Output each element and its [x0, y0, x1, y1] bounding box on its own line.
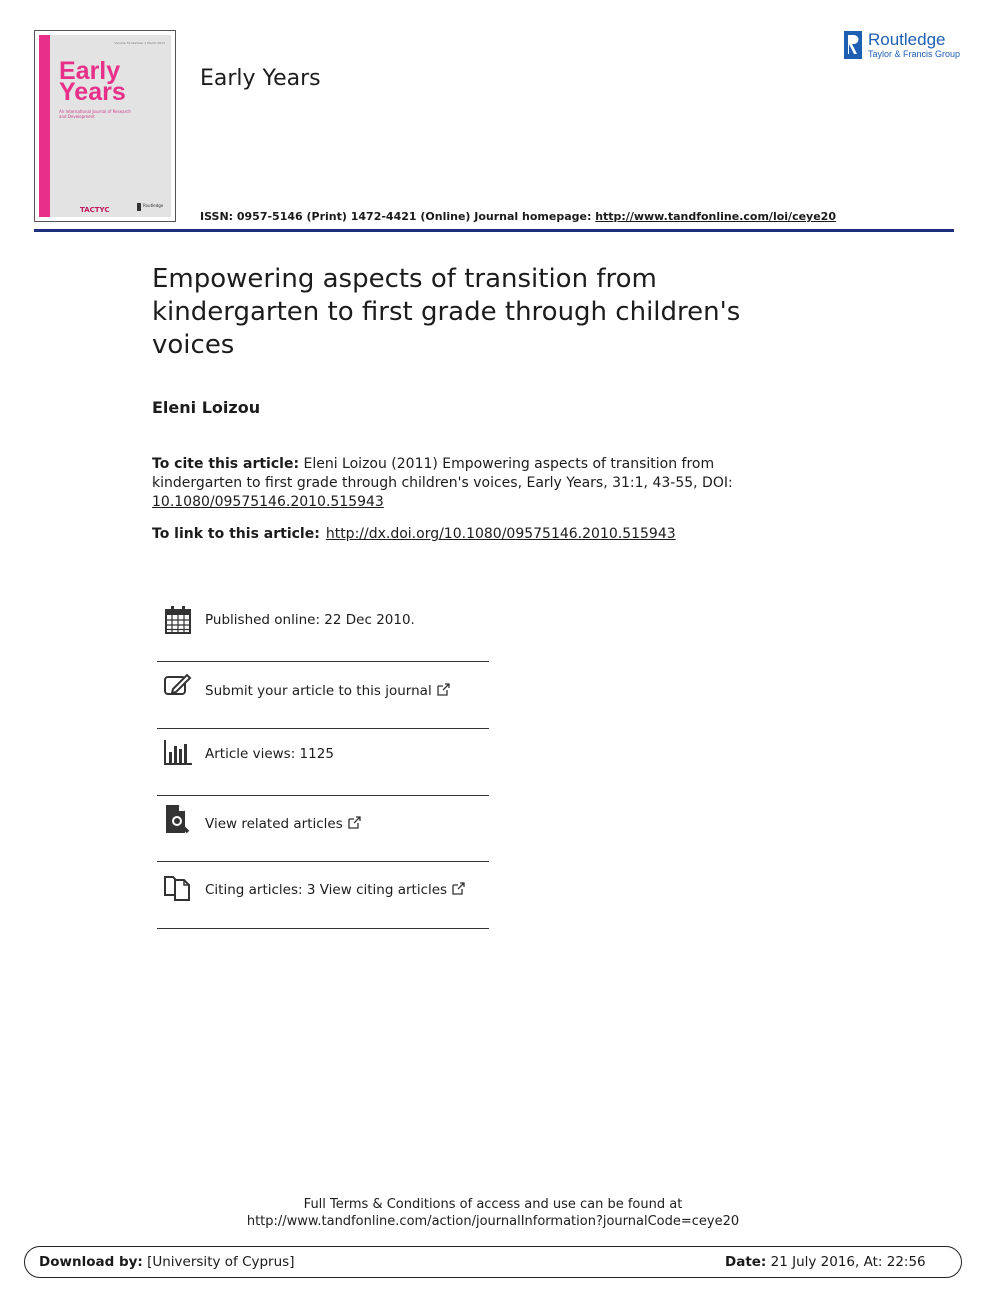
cite-doi-link[interactable]: 10.1080/09575146.2010.515943 — [152, 494, 384, 510]
routledge-logo-icon — [843, 30, 863, 60]
terms-line: Full Terms & Conditions of access and use can be found at — [303, 1197, 683, 1212]
submit-row[interactable] — [157, 671, 489, 721]
article-views: Article views: 1125 — [205, 746, 334, 762]
publisher-name: Routledge — [868, 30, 946, 49]
terms-url[interactable]: http://www.tandfonline.com/action/journalInformation?journalCode=ceye20 — [246, 1214, 740, 1229]
journal-name: Early Years — [200, 66, 321, 91]
header-rule — [34, 229, 954, 232]
divider — [157, 728, 489, 729]
cover-volume: Volume 31 Number 1 March 2011 — [114, 41, 165, 45]
article-link-block — [152, 526, 676, 542]
related-label: View related articles — [205, 816, 343, 832]
publisher-group: Taylor & Francis Group — [868, 49, 961, 59]
related-row[interactable] — [157, 803, 489, 853]
external-link-icon — [452, 882, 465, 895]
citation-block — [152, 455, 762, 512]
cite-label: To cite this article: — [152, 456, 300, 472]
download-value: [University of Cyprus] — [142, 1254, 295, 1270]
download-label: Download by: — [39, 1254, 143, 1270]
citing-link[interactable] — [205, 882, 465, 898]
documents-icon — [163, 871, 193, 901]
edit-icon — [163, 671, 193, 701]
divider — [157, 861, 489, 862]
search-document-icon — [163, 804, 193, 834]
journal-cover — [34, 30, 176, 222]
citing-label: Citing articles: 3 View citing articles — [205, 882, 448, 898]
cover-accent-bar — [39, 35, 50, 217]
citing-row[interactable] — [157, 869, 489, 921]
published-row — [157, 603, 489, 643]
article-title: Empowering aspects of transition from kindergarten to first grade through children's voices — [152, 264, 741, 360]
link-label: To link to this article: — [152, 526, 320, 542]
cover-publisher: Routledge — [143, 203, 164, 208]
related-link[interactable] — [205, 816, 361, 832]
cover-title: Early Years — [59, 57, 126, 106]
cite-text: Eleni Loizou (2011) Empowering aspects of transition from kindergarten to first grade through children's voices, Early Years, 31:1, 43-55, DOI: — [152, 456, 733, 491]
cover-society-logo: TACTYC — [80, 206, 110, 214]
calendar-icon — [163, 605, 193, 635]
journal-homepage-link[interactable]: http://www.tandfonline.com/loi/ceye20 — [595, 210, 836, 223]
issn-line — [200, 210, 836, 223]
published-date: Published online: 22 Dec 2010. — [205, 612, 415, 628]
submit-label: Submit your article to this journal — [205, 683, 432, 699]
terms-block — [0, 1196, 986, 1230]
submit-link[interactable] — [205, 683, 450, 699]
article-author: Eleni Loizou — [152, 398, 261, 417]
article-doi-link[interactable]: http://dx.doi.org/10.1080/09575146.2010.515943 — [325, 526, 676, 542]
download-info — [39, 1254, 294, 1270]
external-link-icon — [437, 683, 450, 696]
download-date — [725, 1254, 926, 1270]
cover-background — [39, 35, 171, 217]
download-footer — [24, 1246, 962, 1278]
date-label: Date: — [725, 1254, 767, 1270]
date-value: 21 July 2016, At: 22:56 — [766, 1254, 926, 1270]
divider — [157, 928, 489, 929]
issn-text: ISSN: 0957-5146 (Print) 1472-4421 (Online) Journal homepage: — [200, 210, 596, 223]
bar-chart-icon — [163, 738, 193, 768]
views-row — [157, 736, 489, 781]
external-link-icon — [348, 816, 361, 829]
divider — [157, 661, 489, 662]
cover-routledge-mark — [137, 203, 141, 211]
divider — [157, 795, 489, 796]
cover-subtitle: An International Journal of Research and Development — [59, 109, 131, 119]
